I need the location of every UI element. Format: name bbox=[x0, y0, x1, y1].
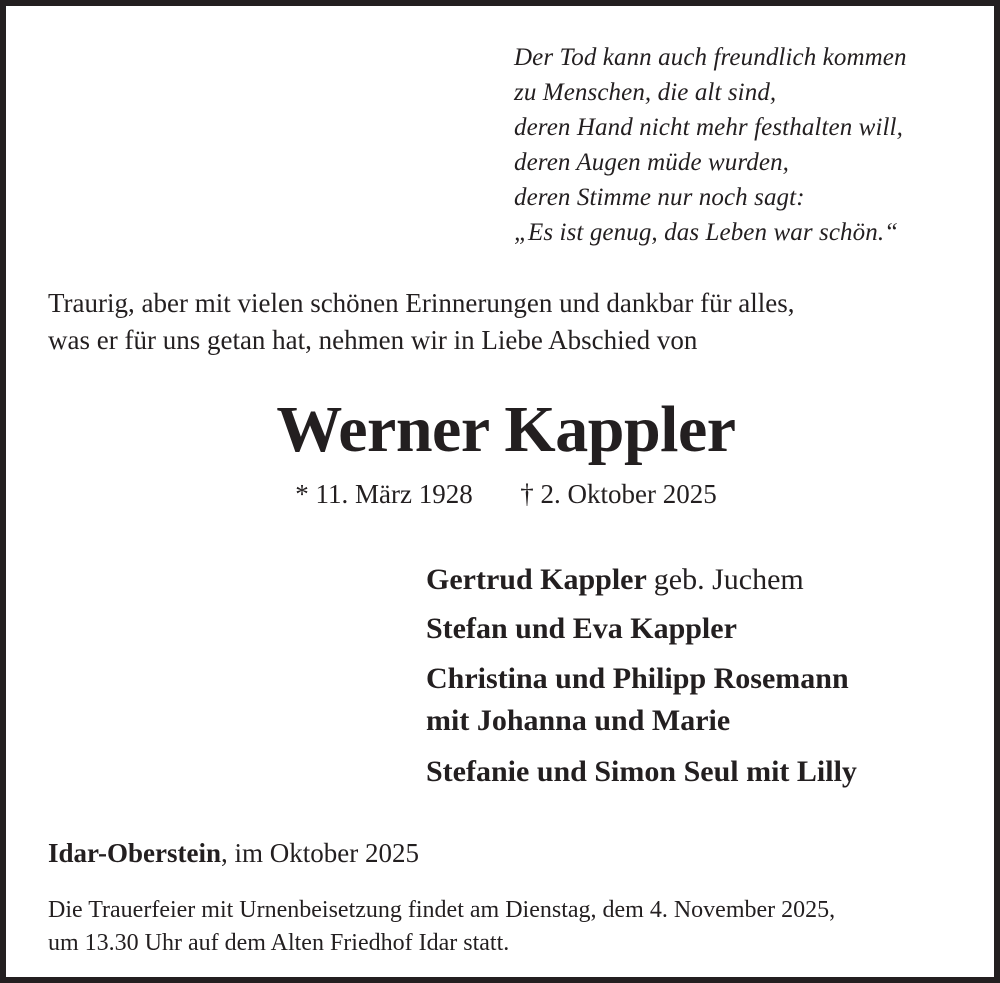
date-text: , im Oktober 2025 bbox=[220, 838, 419, 868]
death-date: 2. Oktober 2025 bbox=[540, 479, 717, 509]
poem-line: deren Stimme nur noch sagt: bbox=[514, 184, 805, 211]
poem bbox=[514, 40, 907, 250]
poem-line: zu Menschen, die alt sind, bbox=[514, 79, 777, 106]
mourner-name: Stefanie und Simon Seul mit Lilly bbox=[426, 755, 857, 788]
life-dates bbox=[6, 476, 1000, 512]
birth-star-icon: * bbox=[295, 479, 309, 509]
funeral-info bbox=[48, 894, 835, 960]
mourner-maiden-name: geb. Juchem bbox=[653, 563, 804, 596]
intro-line: was er für uns getan hat, nehmen wir in Liebe Abschied von bbox=[48, 325, 698, 355]
mourner-entry bbox=[426, 609, 857, 648]
intro-text bbox=[48, 285, 795, 359]
mourner-name: Christina und Philipp Rosemann bbox=[426, 662, 849, 695]
mourner-name-continued: mit Johanna und Marie bbox=[426, 704, 731, 737]
poem-line: „Es ist genug, das Leben war schön.“ bbox=[514, 219, 899, 246]
funeral-line: um 13.30 Uhr auf dem Alten Friedhof Idar statt. bbox=[48, 930, 510, 956]
birth-date: 11. März 1928 bbox=[315, 479, 473, 509]
poem-line: deren Hand nicht mehr festhalten will, bbox=[514, 114, 903, 141]
city-name: Idar-Oberstein bbox=[48, 838, 221, 868]
place-and-date bbox=[48, 835, 419, 871]
mourner-entry bbox=[426, 658, 857, 742]
poem-line: deren Augen müde wurden, bbox=[514, 149, 790, 176]
mourner-entry bbox=[426, 752, 857, 791]
death-cross-icon: † bbox=[520, 479, 534, 509]
mourner-entry bbox=[426, 560, 857, 599]
deceased-name: Werner Kappler bbox=[276, 393, 736, 466]
mourners-list bbox=[426, 560, 857, 801]
mourner-name: Gertrud Kappler bbox=[426, 563, 647, 596]
intro-line: Traurig, aber mit vielen schönen Erinnerungen und dankbar für alles, bbox=[48, 288, 795, 318]
mourner-name: Stefan und Eva Kappler bbox=[426, 612, 737, 645]
funeral-line: Die Trauerfeier mit Urnenbeisetzung findet am Dienstag, dem 4. November 2025, bbox=[48, 897, 836, 923]
poem-line: Der Tod kann auch freundlich kommen bbox=[514, 44, 907, 71]
